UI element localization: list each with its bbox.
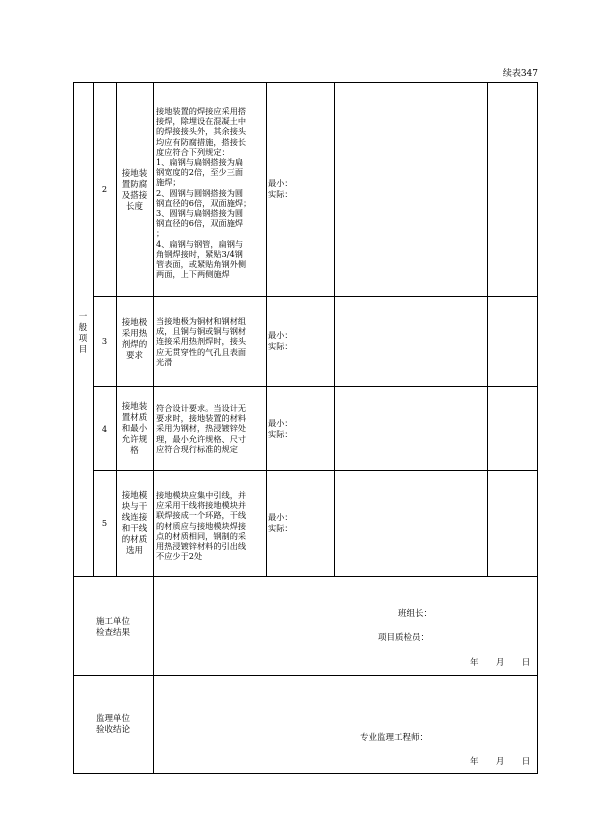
row-divider [93,470,537,471]
column-divider [93,82,94,576]
measure-fields: 最小： 实际： [268,512,293,533]
requirement-text: 接地模块应集中引线，并 应采用干线将接地模块并 联焊接成一个环路，干线 的材质应与接地模块焊接 点的材质相同，钢制的采 用热浸镀锌材料的引出线 不应少于2处 [156,490,247,562]
requirement-text: 接地装置的焊接应采用搭 接焊，除埋设在混凝土中 的焊接接头外，其余接头 均应有防腐措施，搭接长 度应符合下列规定： 1、扁钢与扁钢搭接为扁 钢宽度的2倍，至少三面 施焊； 2、圆钢与圆钢搭接为圆 钢直径的6倍，双面施焊； 3、圆钢与扁钢搭接为圆 钢直径的6倍，双面施焊 ； 4、扁钢与钢管，扁钢与 角钢焊接时，紧贴3/4钢 管表面，或紧贴角钢外侧 两面，上下两侧施焊 [156,106,252,280]
table-border-top [73,82,537,83]
supervision-date: 年 月 日 [470,757,531,767]
row-number: 4 [101,424,108,434]
table-border-right [537,82,538,774]
column-divider [334,82,335,576]
section-divider [73,675,537,676]
category-general-items: 一 般 项 目 [78,312,88,355]
construction-check-label: 施工单位 检查结果 [95,617,130,638]
team-leader-label: 班组长： [398,609,433,619]
table-border-left [73,82,74,774]
column-divider [266,82,267,576]
item-name: 接地装 置材质 和最小 允许规 格 [121,402,148,456]
measure-fields: 最小： 实际： [268,178,293,199]
table-border-bottom [73,773,537,774]
item-name: 接地模 块与干 线连接 和干线 的材质 选用 [121,491,148,556]
continued-table-label: 续表347 [502,69,538,79]
row-number: 2 [101,184,108,194]
requirement-text: 符合设计要求。当设计无 要求时，接地装置的材料 采用为钢材，热浸镀锌处 理，最小允许规格、尺寸 应符合现行标准的规定 [156,403,247,454]
item-name: 接地极 采用热 剂焊的 要求 [121,318,148,361]
requirement-text: 当接地极为铜材和钢材组 成，且铜与铜或铜与钢材 连接采用热剂焊时，接头 应无贯穿性的气孔且表面 光滑 [156,316,247,367]
supervision-conclusion-label: 监理单位 验收结论 [95,714,130,735]
measure-fields: 最小： 实际： [268,330,293,351]
item-name: 接地装 置防腐 及搭接 长度 [121,169,148,212]
measure-fields: 最小： 实际： [268,418,293,439]
row-number: 5 [101,518,108,528]
row-divider [93,386,537,387]
section-divider [73,576,537,577]
column-divider [487,82,488,576]
construction-date: 年 月 日 [470,658,531,668]
supervising-engineer-label: 专业监理工程师： [360,733,429,743]
quality-inspector-label: 项目质检员： [378,633,430,643]
row-number: 3 [101,336,108,346]
column-divider [153,82,154,774]
row-divider [93,296,537,297]
